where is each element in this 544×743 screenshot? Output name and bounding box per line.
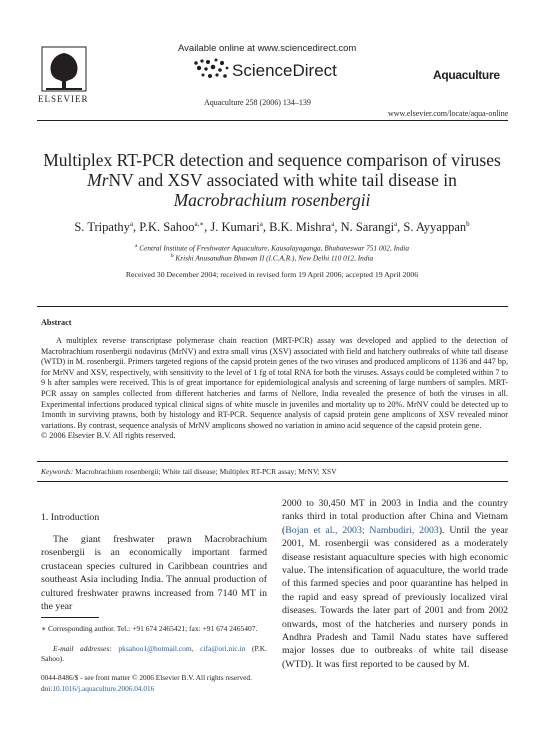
affiliation-mark: b xyxy=(170,253,174,259)
keywords-label: Keywords: xyxy=(41,467,74,476)
author-affil-mark: a,∗ xyxy=(194,220,205,228)
intro-paragraph-left: The giant freshwater prawn Macrobrachium rosenbergii is an economically important farmed crustacean species cultured in Caribbean countries and southeast Asia including India. The annual production of cultured freshwater prawns increased from 7140 MT in the year xyxy=(41,534,267,613)
doi-label: doi: xyxy=(41,684,53,693)
header-rule xyxy=(37,120,508,121)
title-line-1: Multiplex RT-PCR detection and sequence comparison of viruses xyxy=(43,150,501,170)
abstract-heading: Abstract xyxy=(41,318,72,327)
author: S. Tripathy xyxy=(74,220,130,235)
footnote-email xyxy=(41,644,267,663)
footnote-corresponding: ∗ Corresponding author. Tel.: +91 674 2465421; fax: +91 674 2465407. xyxy=(41,624,258,633)
available-online-text[interactable]: Available online at www.sciencedirect.com xyxy=(178,43,357,54)
intro-text: 2000 to 30,450 MT in 2003 in India and the country ranks third in total production after China and Vietnam ( xyxy=(282,498,508,536)
author: J. Kumari xyxy=(210,220,260,235)
copyright-line: © 2006 Elsevier B.V. All rights reserved. xyxy=(41,431,176,441)
article-title xyxy=(40,150,504,210)
elsevier-wordmark: ELSEVIER xyxy=(38,94,89,104)
citation-link[interactable]: Bojan et al., 2003; Nambudiri, 2003 xyxy=(285,524,439,536)
author-affil-mark: a xyxy=(394,220,398,228)
affiliation-a xyxy=(40,243,504,252)
intro-text: ). Until the year 2001, M. rosenbergii was considered as a moderately disease resistant aquaculture species with high economic value. The intensification of aquaculture, the world trade of this farmed species and poor quarantine has helped in the rapid and easy spread of previously localized viral diseases. Towards the later part of 2001 and from 2002 onwards, most of the hatcheries and nursery ponds in Andhra Pradesh and Tamil Nadu states have suffered major losses due to outbreaks of white tail disease (WTD). It was first reported to be caused by M. xyxy=(282,524,508,670)
received-dates: Received 30 December 2004; received in revised form 19 April 2006; accepted 19 April 2006 xyxy=(125,270,419,279)
keywords-bottom-rule xyxy=(37,481,508,482)
affiliation-b xyxy=(40,253,504,262)
title-line-3: Macrobrachium rosenbergii xyxy=(173,190,371,210)
doi-link[interactable]: 10.1016/j.aquaculture.2006.04.016 xyxy=(52,684,155,693)
title-line-2 xyxy=(40,170,504,190)
author: P.K. Sahoo xyxy=(139,220,195,235)
journal-logo: Aquaculture xyxy=(433,68,500,82)
author: S. Ayyappan xyxy=(403,220,467,235)
sciencedirect-logo-text: ScienceDirect xyxy=(232,61,337,80)
email-suffix: (P.K. Sahoo). xyxy=(41,644,267,663)
footnote-rule xyxy=(41,617,99,618)
abstract-text: A multiplex reverse transcriptase polymerase chain reaction (MRT-PCR) assay was developed and applied to the detection of Macrobrachium rosenbergii nodavirus (MrNV) and extra small virus (XSV) associated with field and hatchery outbreaks of white tail disease (WTD) in M. rosenbergii. Primers targeted regions of the capsid protein genes of the two viruses and produced amplicons of 1136 and 447 bp, for MrNV and XSV, respectively, with sensitivity to the level of 1 fg of total RNA for both the viruses. Assays could be completed within 7 to 9 h after samples were received. This is of great importance for epidemiological analysis and screening of large numbers of samples. MRT-PCR assay on samples collected from different hatcheries and farms of Nellore, India revealed the presence of both the viruses in all. Experimental infections produced typical clinical signs of white muscle in juveniles and mortality up to 20%. MrNV could be detected up to 1month in surviving prawns, both by histology and RT-PCR. Sequence analysis of capsid protein gene amplicons of XSV revealed minor variations. By contrast, sequence analysis of MrNV amplicons showed no variation in amino acid sequence of the capsid protein gene. xyxy=(41,336,508,430)
email-links[interactable]: pksahoo1@hotmail.com, cifa@ori.nic.in xyxy=(118,644,246,653)
intro-paragraph-right xyxy=(282,497,508,671)
title-line-2-rest: NV and XSV associated with white tail disease in xyxy=(108,170,457,190)
keywords xyxy=(41,467,508,476)
author-list: S. Tripathy$^a$, P.K. Sahoo$^{a,∗}$, J. Kumari$^a$, B.K. Mishra$^a$, N. Sarangi$^a$, S. Ayyappan$^b$ xyxy=(74,220,470,235)
issn-line: 0044-8486/$ - see front matter © 2006 Elsevier B.V. All rights reserved. xyxy=(41,673,252,682)
abstract-top-rule xyxy=(37,306,508,307)
abstract-body xyxy=(41,336,508,442)
keywords-text: Macrobrachium rosenbergii; White tail disease; Multiplex RT-PCR assay; MrNV; XSV xyxy=(75,467,337,476)
journal-citation: Aquaculture 258 (2006) 134–139 xyxy=(204,98,311,107)
affiliation-mark: a xyxy=(135,243,138,249)
section-heading: 1. Introduction xyxy=(41,512,100,523)
author-affil-mark: a xyxy=(331,220,335,228)
affiliation-text: Central Institute of Freshwater Aquaculture, Kausalayaganga, Bhubaneswar 751 002, India xyxy=(139,243,409,253)
keywords-top-rule xyxy=(37,461,508,462)
author-affil-mark: a xyxy=(259,220,263,228)
journal-url[interactable]: www.elsevier.com/locate/aqua-online xyxy=(388,109,509,118)
email-label: E-mail addresses: xyxy=(53,644,112,653)
author-affil-mark: b xyxy=(466,220,470,228)
title-virus-abbrev: Mr xyxy=(87,170,109,190)
author-affil-mark: a xyxy=(129,220,134,228)
affiliation-text: Krishi Anusandhan Bhawan II (I.C.A.R.), New Delhi 110 012, India xyxy=(175,253,374,263)
author: B.K. Mishra xyxy=(269,220,332,235)
doi-line xyxy=(41,684,154,693)
sciencedirect-dots-icon xyxy=(190,57,232,81)
author: N. Sarangi xyxy=(340,220,395,235)
